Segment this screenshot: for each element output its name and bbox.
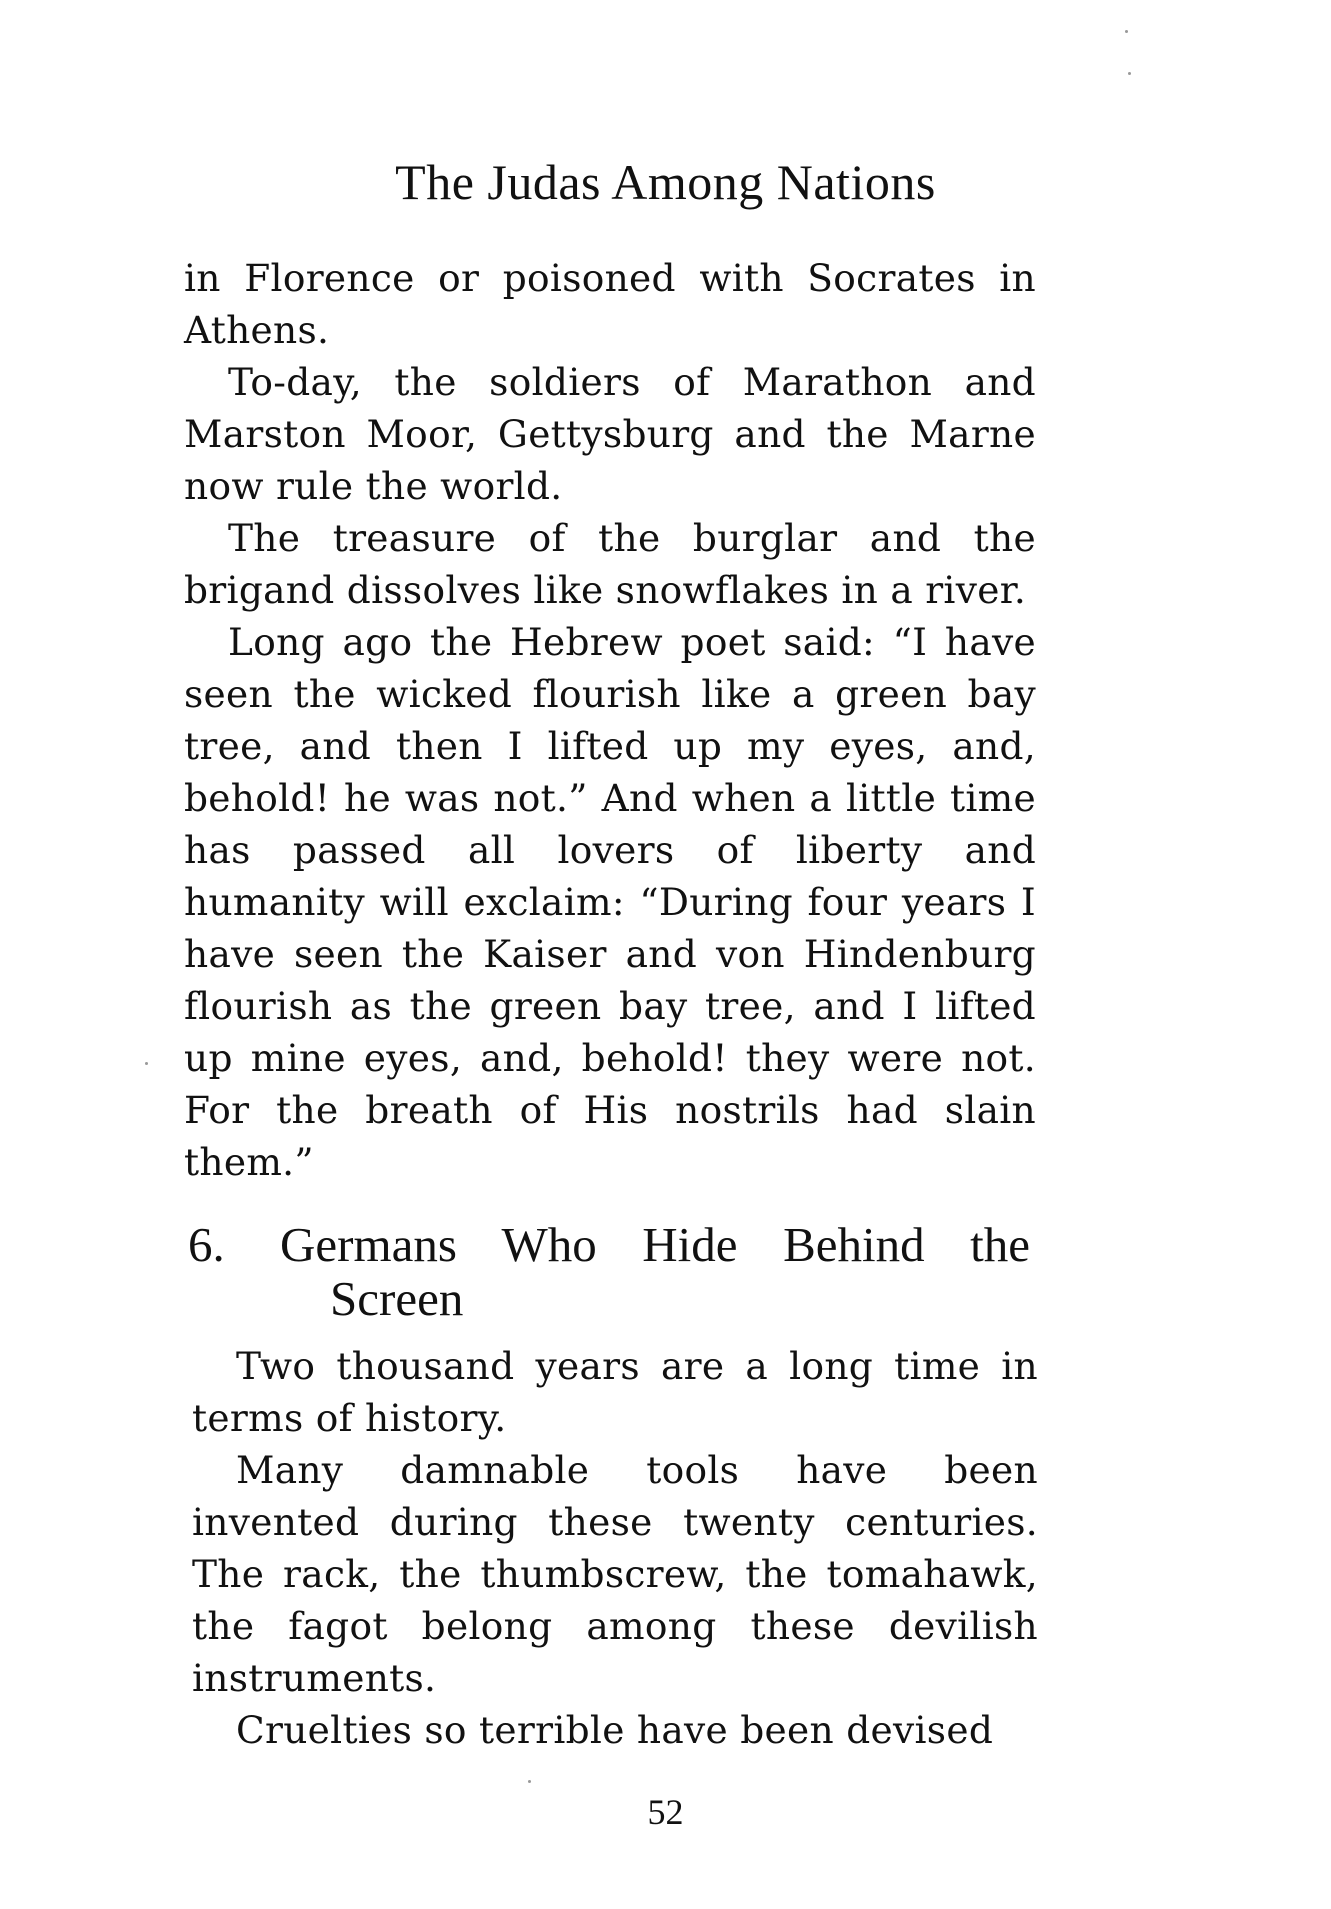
running-head: The Judas Among Nations [395, 154, 936, 210]
scan-speck [145, 1062, 148, 1065]
paragraph: Two thousand years are a long time in terms of history. [192, 1344, 1038, 1440]
paragraph: Long ago the Hebrew poet said: “I have seen the wicked flourish like a green bay tree, and then I lifted up my eyes, and, behold! he was not.” And when a little time has passed all lovers of liberty and humanity will exclaim: “During four years I have seen the Kaiser and von Hindenburg flourish as the green bay tree, and I lifted up mine eyes, and, behold! they were not. For the breath of His nostrils had slain them.” [184, 620, 1036, 1184]
paragraph: Many damnable tools have been invented during these twenty centuries. The rack, the thumbscrew, the tomahawk, the fagot belong among these devilish instruments. [192, 1448, 1038, 1700]
paragraph: Cruelties so terrible have been devised [236, 1708, 994, 1752]
scan-speck [528, 1780, 531, 1783]
section-number: 6. [188, 1217, 225, 1272]
paragraph: The treasure of the burglar and the brigand dissolves like snowflakes in a river. [184, 516, 1036, 612]
paragraph: in Florence or poisoned with Socrates in Athens. [184, 256, 1036, 352]
body-text [184, 252, 1036, 1188]
page-number: 52 [647, 1792, 684, 1832]
section-title: Germans Who Hide Behind the [280, 1217, 1030, 1272]
scan-speck [1125, 30, 1128, 33]
section-heading [188, 1218, 1038, 1326]
paragraph: To-day, the soldiers of Marathon and Marston Moor, Gettysburg and the Marne now rule the world. [184, 360, 1036, 508]
section-title-continued: Screen [330, 1271, 464, 1326]
scan-speck [1128, 72, 1131, 75]
section-body-text [192, 1340, 1038, 1756]
